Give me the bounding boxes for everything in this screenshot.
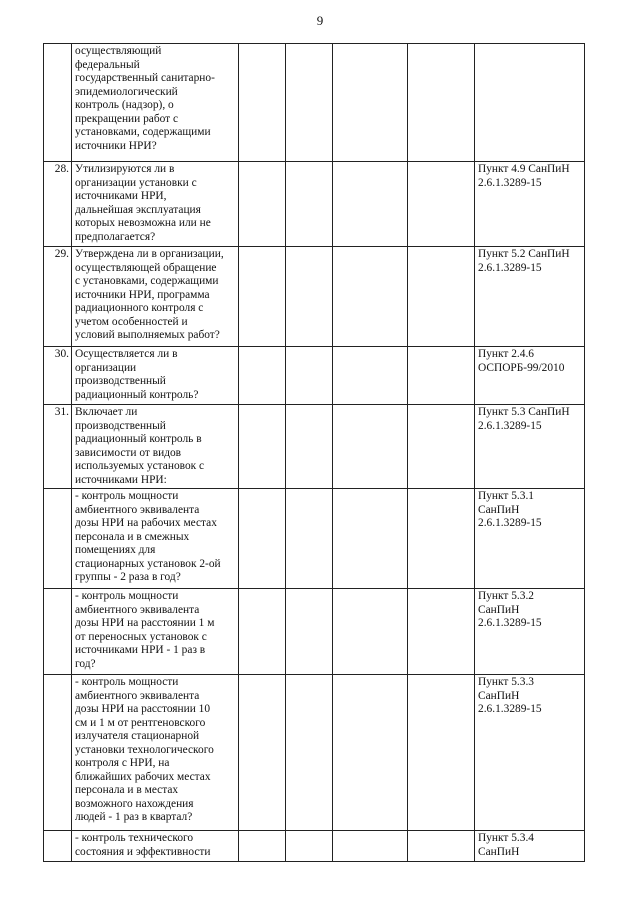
- row-number: [44, 489, 72, 589]
- row-number: 30.: [44, 347, 72, 405]
- question-cell: [72, 44, 239, 162]
- reference-text: Пункт 4.9 СанПиН 2.6.1.3289-15: [478, 163, 570, 189]
- question-text: Включает ли производственный радиационный контроль в зависимости от видов используемых установок с источниками НРИ:: [75, 406, 205, 486]
- table-row: [44, 162, 585, 247]
- comment-cell: [408, 489, 475, 589]
- table-row: [44, 247, 585, 347]
- question-text: - контроль мощности амбиентного эквивалента дозы НРИ на рабочих местах персонала и в смежных помещениях для стационарных установок 2-ой группы - 2 раза в год?: [75, 490, 221, 584]
- question-cell: [72, 675, 239, 831]
- answer-no-cell: [286, 489, 333, 589]
- row-number: [44, 44, 72, 162]
- answer-no-cell: [286, 162, 333, 247]
- reference-cell: [475, 162, 585, 247]
- reference-cell: [475, 247, 585, 347]
- reference-text: Пункт 2.4.6 ОСПОРБ-99/2010: [478, 348, 565, 374]
- reference-text: Пункт 5.3 СанПиН 2.6.1.3289-15: [478, 406, 570, 432]
- answer-yes-cell: [239, 347, 286, 405]
- question-cell: [72, 589, 239, 675]
- reference-text: Пункт 5.3.2 СанПиН 2.6.1.3289-15: [478, 590, 542, 630]
- answer-na-cell: [333, 162, 408, 247]
- answer-na-cell: [333, 247, 408, 347]
- question-cell: [72, 347, 239, 405]
- table-row: [44, 675, 585, 831]
- reference-cell: [475, 347, 585, 405]
- row-number: [44, 675, 72, 831]
- reference-cell: [475, 489, 585, 589]
- reference-text: Пункт 5.3.4 СанПиН: [478, 832, 535, 858]
- answer-na-cell: [333, 489, 408, 589]
- reference-cell: [475, 405, 585, 489]
- answer-yes-cell: [239, 831, 286, 862]
- comment-cell: [408, 247, 475, 347]
- table-row: [44, 44, 585, 162]
- row-number: [44, 589, 72, 675]
- answer-na-cell: [333, 831, 408, 862]
- answer-yes-cell: [239, 162, 286, 247]
- reference-cell: [475, 44, 585, 162]
- reference-cell: [475, 831, 585, 862]
- answer-no-cell: [286, 405, 333, 489]
- answer-no-cell: [286, 675, 333, 831]
- answer-yes-cell: [239, 675, 286, 831]
- question-cell: [72, 247, 239, 347]
- comment-cell: [408, 44, 475, 162]
- question-text: осуществляющий федеральный государственный санитарно- эпидемиологический контроль (надзор), о прекращении работ с установками, содержащими источники НРИ?: [75, 45, 215, 152]
- question-cell: [72, 489, 239, 589]
- row-number: 29.: [44, 247, 72, 347]
- comment-cell: [408, 831, 475, 862]
- answer-na-cell: [333, 44, 408, 162]
- answer-na-cell: [333, 405, 408, 489]
- comment-cell: [408, 589, 475, 675]
- answer-no-cell: [286, 347, 333, 405]
- comment-cell: [408, 675, 475, 831]
- row-number: 31.: [44, 405, 72, 489]
- answer-no-cell: [286, 589, 333, 675]
- question-text: Осуществляется ли в организации производственный радиационный контроль?: [75, 348, 199, 401]
- checklist-table: [43, 43, 585, 862]
- table-row: [44, 489, 585, 589]
- comment-cell: [408, 162, 475, 247]
- reference-text: Пункт 5.3.1 СанПиН 2.6.1.3289-15: [478, 490, 542, 530]
- table-row: [44, 589, 585, 675]
- reference-text: Пункт 5.2 СанПиН 2.6.1.3289-15: [478, 248, 570, 274]
- page-number: 9: [316, 13, 324, 28]
- answer-yes-cell: [239, 489, 286, 589]
- question-text: Утверждена ли в организации, осуществляющей обращение с установками, содержащими источники НРИ, программа радиационного контроля с учетом особенностей и условий выполняемых работ?: [75, 248, 224, 342]
- answer-no-cell: [286, 831, 333, 862]
- answer-yes-cell: [239, 405, 286, 489]
- row-number: 28.: [44, 162, 72, 247]
- question-cell: [72, 831, 239, 862]
- answer-no-cell: [286, 44, 333, 162]
- row-number: [44, 831, 72, 862]
- question-text: Утилизируются ли в организации установки с источниками НРИ, дальнейшая эксплуатация которых невозможна или не предполагается?: [75, 163, 211, 243]
- question-text: - контроль мощности амбиентного эквивалента дозы НРИ на расстоянии 10 см и 1 м от рентгеновского излучателя стационарной установки технологического контроля с НРИ, на ближайших рабочих местах персонала и в местах возможного нахождения людей - 1 раз в квартал?: [75, 676, 214, 824]
- reference-cell: [475, 675, 585, 831]
- answer-yes-cell: [239, 247, 286, 347]
- answer-no-cell: [286, 247, 333, 347]
- answer-na-cell: [333, 347, 408, 405]
- reference-text: Пункт 5.3.3 СанПиН 2.6.1.3289-15: [478, 676, 542, 716]
- answer-na-cell: [333, 675, 408, 831]
- comment-cell: [408, 405, 475, 489]
- comment-cell: [408, 347, 475, 405]
- table-row: [44, 831, 585, 862]
- question-cell: [72, 162, 239, 247]
- answer-yes-cell: [239, 44, 286, 162]
- answer-na-cell: [333, 589, 408, 675]
- question-text: - контроль мощности амбиентного эквивалента дозы НРИ на расстоянии 1 м от переносных установок с источниками НРИ - 1 раз в год?: [75, 590, 215, 670]
- table-row: [44, 347, 585, 405]
- reference-cell: [475, 589, 585, 675]
- answer-yes-cell: [239, 589, 286, 675]
- table-row: [44, 405, 585, 489]
- question-text: - контроль технического состояния и эффективности: [75, 832, 211, 858]
- question-cell: [72, 405, 239, 489]
